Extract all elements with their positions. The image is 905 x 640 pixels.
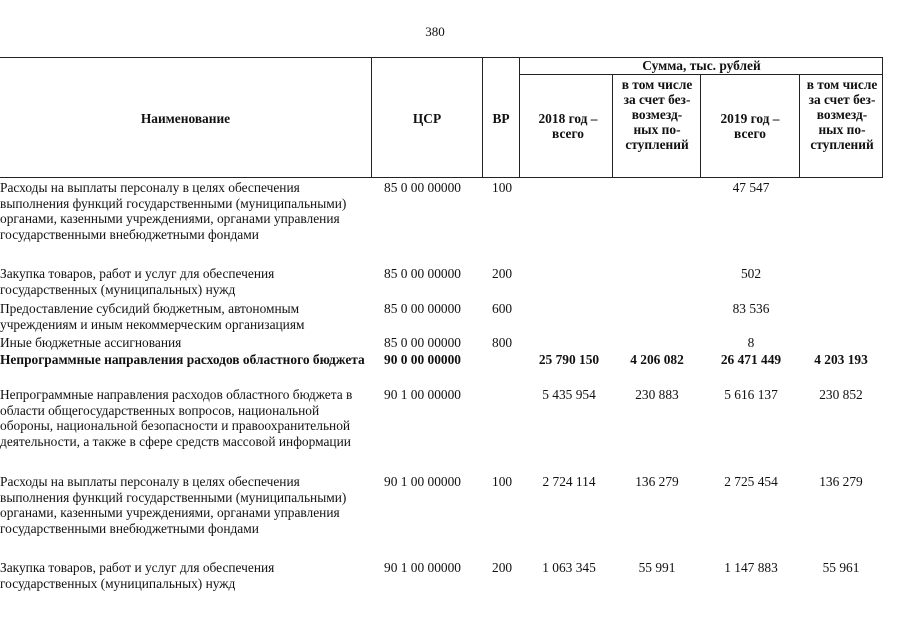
row-name: Расходы на выплаты персоналу в целях обеспечения выполнения функций государственными (муниципальными) органами, казенными учреждениями, органами управления государственными внебюджетными фондами xyxy=(0,474,347,536)
row-name: Закупка товаров, работ и услуг для обеспечения государственных (муниципальных) нужд xyxy=(0,266,275,297)
header-divider-2018-free xyxy=(700,74,701,178)
row-2019-total: 8 xyxy=(747,335,755,350)
row-csr: 85 0 00 00000 xyxy=(384,180,461,195)
header-2019-free: в том числе за счет без-возмезд-ных по-ступлений xyxy=(806,77,878,152)
row-2019-total: 502 xyxy=(740,266,762,281)
row-2018-free: 4 206 082 xyxy=(630,352,684,367)
row-name: Расходы на выплаты персоналу в целях обеспечения выполнения функций государственными (муниципальными) органами, казенными учреждениями, органами управления государственными внебюджетными фондами xyxy=(0,180,347,242)
row-2018-total: 5 435 954 xyxy=(542,387,596,402)
header-divider-vr xyxy=(519,57,520,178)
header-name: Наименование xyxy=(140,111,231,126)
header-2018-free: в том числе за счет без-возмезд-ных по-ступлений xyxy=(621,77,693,152)
header-right-border xyxy=(882,57,883,178)
row-name: Непрограммные направления расходов областного бюджета xyxy=(0,352,365,367)
row-2019-total: 83 536 xyxy=(732,301,770,316)
header-2018-total: 2018 год – всего xyxy=(538,111,598,141)
row-2018-total: 25 790 150 xyxy=(538,352,600,367)
row-name: Иные бюджетные ассигнования xyxy=(0,335,182,350)
row-name: Предоставление субсидий бюджетным, автономным учреждениям и иным некоммерческим организациям xyxy=(0,301,305,332)
row-2019-total: 47 547 xyxy=(732,180,770,195)
row-2018-free: 230 883 xyxy=(635,387,679,402)
table-header xyxy=(0,57,883,178)
sum-subheader-border xyxy=(520,74,883,75)
row-2019-total: 1 147 883 xyxy=(724,560,778,575)
row-vr: 800 xyxy=(492,335,513,350)
row-csr: 90 1 00 00000 xyxy=(384,474,461,489)
header-divider-2018 xyxy=(612,74,613,178)
row-csr: 90 1 00 00000 xyxy=(384,560,461,575)
row-csr: 85 0 00 00000 xyxy=(384,266,461,281)
header-vr: ВР xyxy=(492,111,510,126)
row-2019-free: 4 203 193 xyxy=(814,352,868,367)
row-vr: 100 xyxy=(492,474,513,489)
row-2018-free: 55 991 xyxy=(638,560,676,575)
row-2019-free: 230 852 xyxy=(819,387,863,402)
row-csr: 90 1 00 00000 xyxy=(384,387,461,402)
row-csr: 90 0 00 00000 xyxy=(384,352,461,367)
header-sum-title: Сумма, тыс. рублей xyxy=(642,58,761,73)
row-2019-total: 2 725 454 xyxy=(724,474,778,489)
header-divider-2019 xyxy=(799,74,800,178)
row-2018-total: 2 724 114 xyxy=(542,474,596,489)
row-vr: 600 xyxy=(492,301,513,316)
row-vr: 100 xyxy=(492,180,513,195)
row-2019-total: 5 616 137 xyxy=(724,387,778,402)
row-2018-total: 1 063 345 xyxy=(542,560,596,575)
row-csr: 85 0 00 00000 xyxy=(384,301,461,316)
row-2019-free: 55 961 xyxy=(822,560,860,575)
header-2019-total: 2019 год – всего xyxy=(720,111,780,141)
header-bottom-border xyxy=(0,177,883,178)
row-2019-total: 26 471 449 xyxy=(720,352,782,367)
row-vr: 200 xyxy=(492,560,513,575)
header-csr: ЦСР xyxy=(412,111,442,126)
row-csr: 85 0 00 00000 xyxy=(384,335,461,350)
row-vr: 200 xyxy=(492,266,513,281)
row-2019-free: 136 279 xyxy=(819,474,863,489)
row-name: Непрограммные направления расходов областного бюджета в области общегосударственных вопросов, национальной обороны, национальной безопасности и правоохранительной деятельности, а также в сфере средств массовой информации xyxy=(0,387,353,449)
page-number: 380 xyxy=(425,24,445,39)
row-2018-free: 136 279 xyxy=(635,474,679,489)
row-name: Закупка товаров, работ и услуг для обеспечения государственных (муниципальных) нужд xyxy=(0,560,275,591)
